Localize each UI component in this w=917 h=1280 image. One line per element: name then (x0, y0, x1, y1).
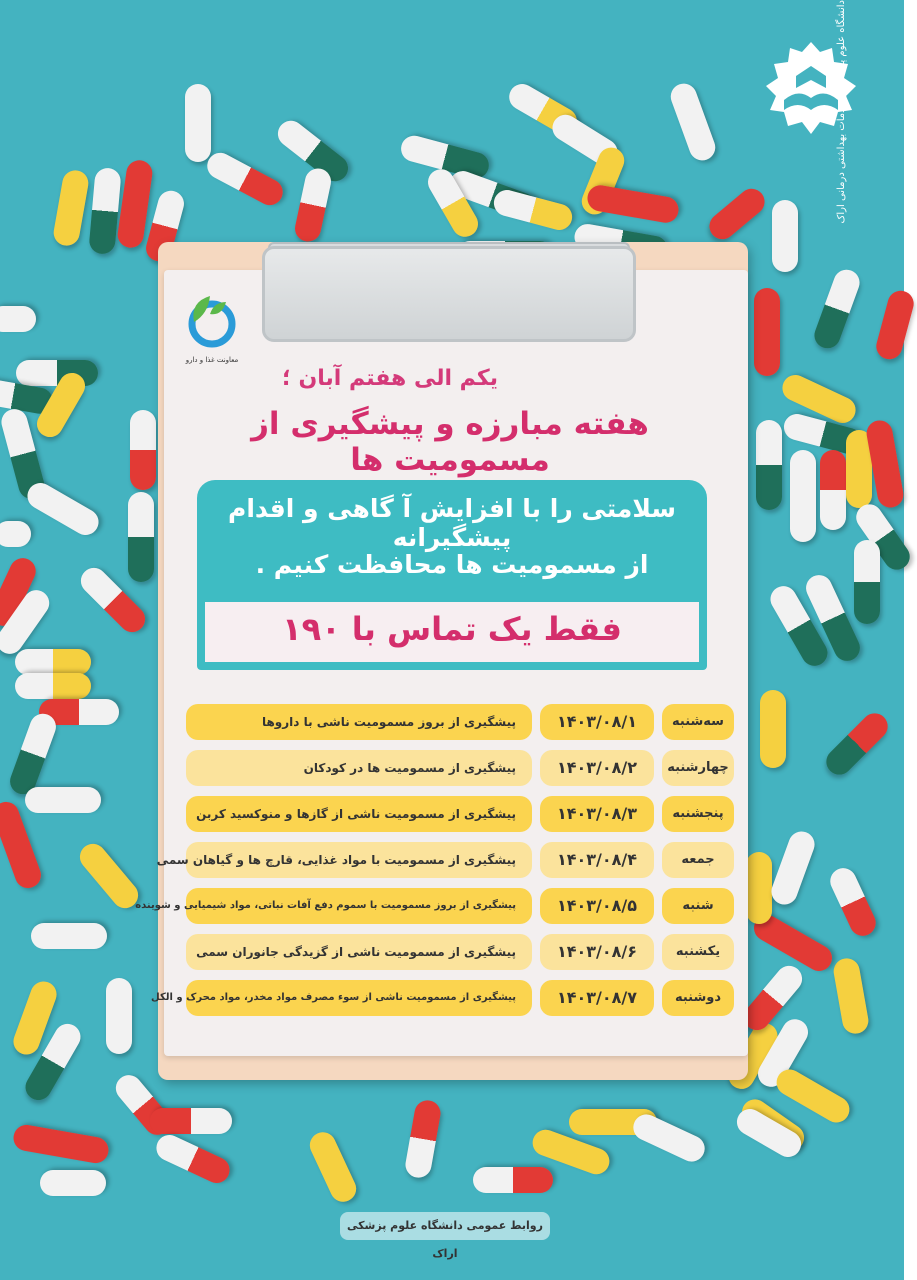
schedule-row (186, 750, 734, 786)
header-subtitle: یکم الی هفتم آبان ؛ (282, 366, 498, 391)
schedule-topic: پیشگیری از بروز مسمومیت با سموم دفع آفات نباتی، مواد شیمیایی و شوینده (186, 888, 532, 924)
capsule-pill (293, 166, 334, 244)
capsule-pill (52, 168, 91, 247)
footer-credit: روابط عمومی دانشگاه علوم پزشکی اراک (340, 1212, 550, 1240)
capsule-pill (854, 540, 880, 624)
capsule-pill (31, 923, 107, 949)
schedule-row (186, 704, 734, 740)
capsule-pill (130, 410, 156, 490)
capsule-pill (585, 183, 680, 225)
schedule-date: ۱۴۰۳/۰۸/۴ (540, 842, 654, 878)
schedule-topic: پیشگیری از مسمومیت با مواد غذایی، قارچ ها و گیاهان سمی (186, 842, 532, 878)
capsule-pill (6, 710, 59, 798)
schedule-day: یکشنبه (662, 934, 734, 970)
capsule-pill (203, 148, 288, 209)
capsule-pill (128, 492, 154, 582)
message-line-2: از مسمومیت ها محافظت کنیم . (255, 550, 649, 579)
capsule-pill (11, 1123, 110, 1165)
capsule-pill (491, 187, 575, 233)
capsule-pill (790, 450, 816, 542)
capsule-pill (25, 787, 101, 813)
schedule-topic: پیشگیری از مسمومیت ها در کودکان (186, 750, 532, 786)
capsule-pill (704, 183, 770, 244)
capsule-pill (0, 521, 31, 547)
capsule-pill (40, 1170, 106, 1196)
capsule-pill (0, 306, 36, 332)
schedule-topic: پیشگیری از مسمومیت ناشی از سوء مصرف مواد مخدر، مواد محرک و الکل (186, 980, 532, 1016)
schedule-day: سه‌شنبه (662, 704, 734, 740)
schedule-day: شنبه (662, 888, 734, 924)
capsule-pill (15, 649, 91, 675)
schedule-date: ۱۴۰۳/۰۸/۵ (540, 888, 654, 924)
clipboard-clip (262, 246, 636, 342)
schedule-topic: پیشگیری از بروز مسمومیت ناشی با داروها (186, 704, 532, 740)
schedule-row (186, 796, 734, 832)
capsule-pill (820, 450, 846, 530)
schedule-topic: پیشگیری از مسمومیت ناشی از گزیدگی جانوران سمی (186, 934, 532, 970)
capsule-pill (473, 1167, 553, 1193)
schedule-day: جمعه (662, 842, 734, 878)
schedule-date: ۱۴۰۳/۰۸/۳ (540, 796, 654, 832)
capsule-pill (821, 708, 893, 780)
schedule-row (156, 842, 734, 878)
capsule-pill (150, 1108, 232, 1134)
capsule-pill (768, 828, 818, 908)
schedule-day: دوشنبه (662, 980, 734, 1016)
capsule-pill (403, 1098, 442, 1179)
page-title: هفته مبارزه و پیشگیری از مسمومیت ها (251, 406, 649, 478)
call-text: فقط یک تماس با ۱۹۰ (282, 610, 622, 648)
schedule-date: ۱۴۰۳/۰۸/۶ (540, 934, 654, 970)
schedule-topic: پیشگیری از مسمومیت ناشی از گازها و منوکسید کربن (186, 796, 532, 832)
capsule-pill (826, 864, 880, 940)
capsule-pill (746, 852, 772, 924)
schedule-day: پنجشنبه (662, 796, 734, 832)
schedule-date: ۱۴۰۳/۰۸/۷ (540, 980, 654, 1016)
schedule-day: چهارشنبه (662, 750, 734, 786)
capsule-pill (629, 1110, 709, 1166)
food-drug-label: معاونت غذا و دارو (185, 356, 239, 364)
capsule-pill (667, 80, 719, 164)
capsule-pill (832, 956, 871, 1035)
capsule-pill (106, 978, 132, 1054)
capsule-pill (15, 673, 91, 699)
capsule-pill (88, 167, 121, 255)
message-line-1: سلامتی را با افزایش آ گاهی و اقدام پیشگیرانه (228, 494, 676, 552)
capsule-pill (756, 420, 782, 510)
capsule-pill (772, 200, 798, 272)
capsule-pill (185, 84, 211, 162)
schedule-date: ۱۴۰۳/۰۸/۲ (540, 750, 654, 786)
capsule-pill (306, 1128, 361, 1206)
schedule-row (186, 934, 734, 970)
food-drug-logo-icon (180, 292, 240, 348)
capsule-pill (16, 360, 98, 386)
university-name: دانشگاه علوم پزشکی و خدمات بهداشتی درمانی اراک (836, 0, 847, 224)
capsule-pill (760, 690, 786, 768)
capsule-pill (873, 288, 916, 362)
capsule-pill (754, 288, 780, 376)
capsule-pill (75, 839, 144, 914)
schedule-row (135, 888, 734, 924)
schedule-row (151, 980, 734, 1016)
schedule-date: ۱۴۰۳/۰۸/۱ (540, 704, 654, 740)
capsule-pill (152, 1131, 234, 1188)
capsule-pill (23, 478, 104, 540)
